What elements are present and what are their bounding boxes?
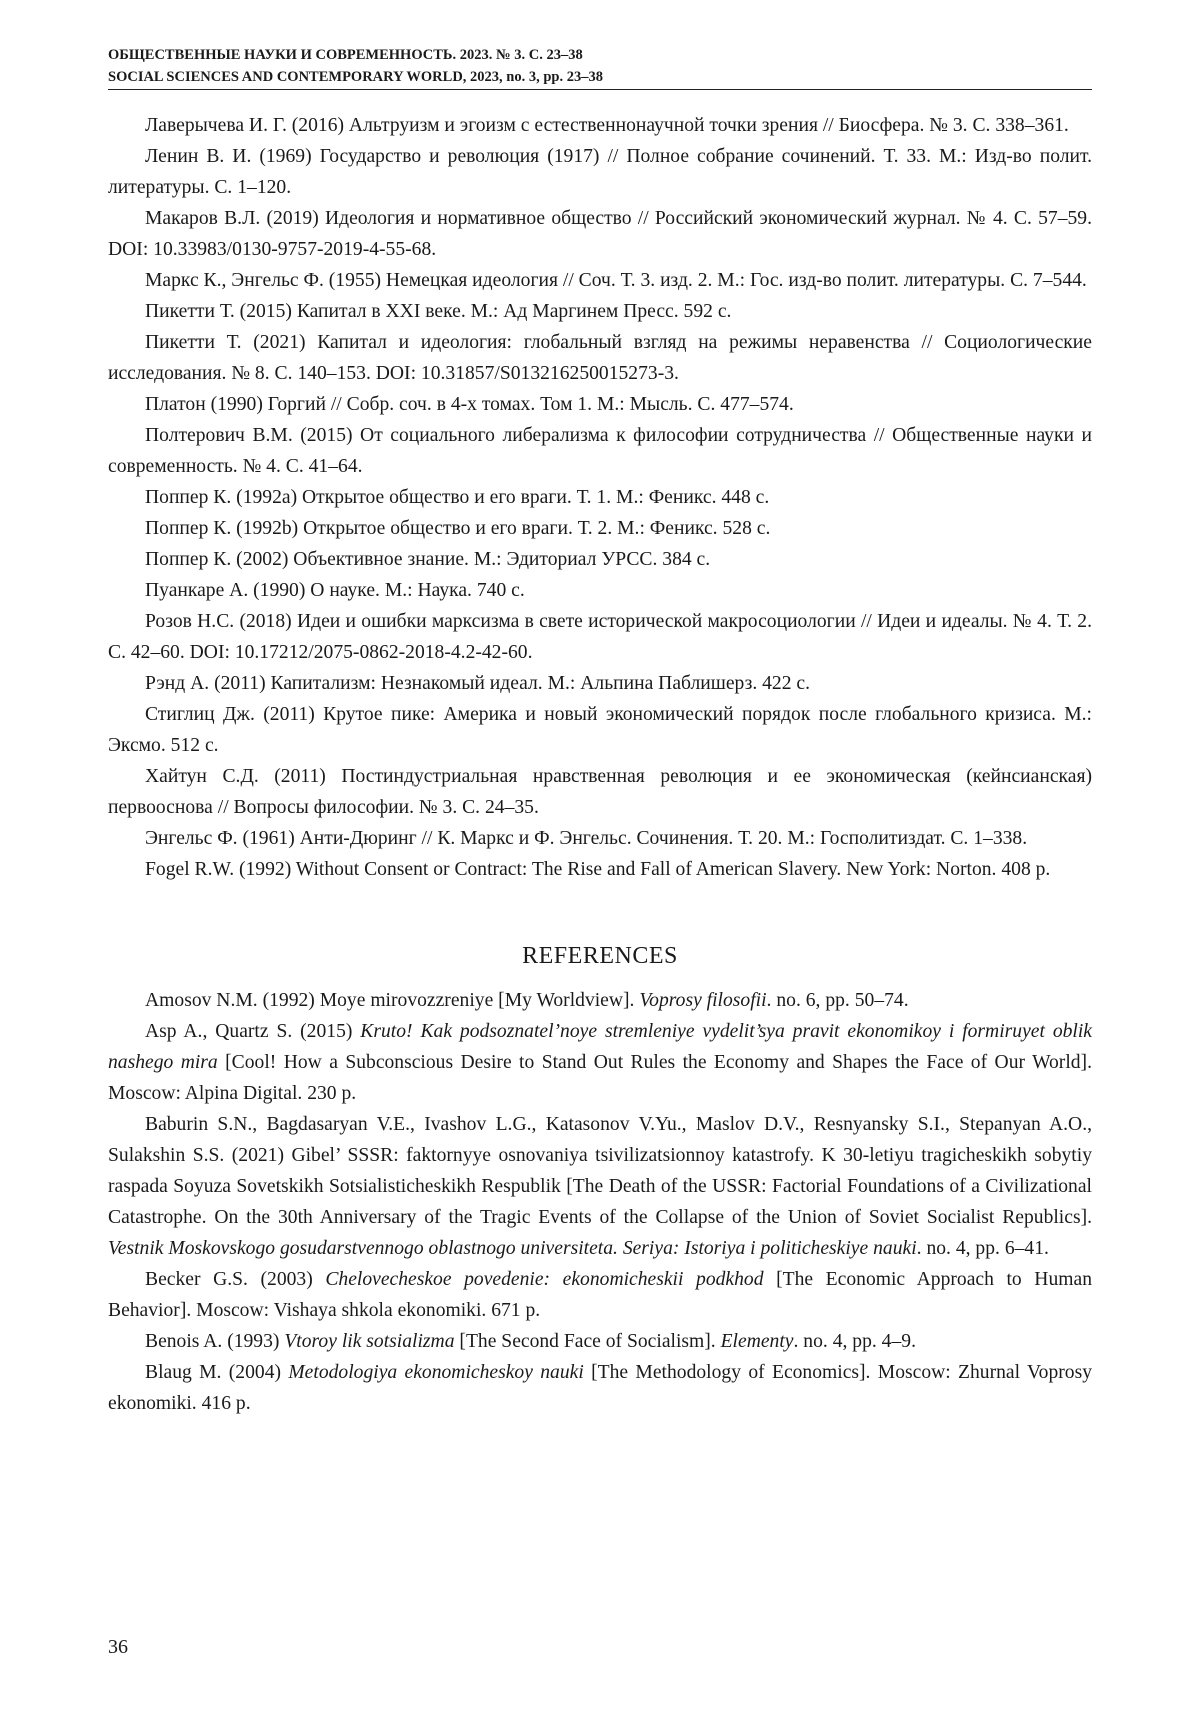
references-list	[108, 985, 1092, 1419]
reference-text: Asp A., Quartz S. (2015)	[145, 1021, 361, 1042]
reference-entry: Поппер К. (1992b) Открытое общество и его враги. Т. 2. М.: Феникс. 528 с.	[145, 518, 771, 539]
header-line-ru: ОБЩЕСТВЕННЫЕ НАУКИ И СОВРЕМЕННОСТЬ. 2023. № 3. С. 23–38	[108, 47, 583, 63]
reference-title-italic: Voprosy filosofii	[639, 990, 767, 1011]
reference-text: [The Second Face of Socialism].	[454, 1331, 721, 1352]
reference-text: . no. 4, pp. 4–9.	[793, 1331, 916, 1352]
reference-entry: Ленин В. И. (1969) Государство и революция (1917) // Полное собрание сочинений. Т. 33. М.: Изд-во полит. литературы. С. 1–120.	[108, 146, 1092, 198]
reference-entry: Полтерович В.М. (2015) От социального либерализма к философии сотрудничества // Общественные науки и современность. № 4. С. 41–64.	[108, 425, 1092, 477]
references-heading: REFERENCES	[522, 943, 678, 969]
reference-entry	[108, 1264, 1092, 1326]
reference-title-italic: Elementy	[720, 1331, 794, 1352]
reference-entry	[108, 1016, 1092, 1109]
reference-entry: Лаверычева И. Г. (2016) Альтруизм и эгоизм с естественнонаучной точки зрения // Биосфера. № 3. С. 338–361.	[145, 115, 1069, 136]
reference-text: [Cool! How a Subconscious Desire to Stand Out Rules the Economy and Shapes the Face of Our World]. Moscow: Alpina Digital. 230 p.	[108, 1052, 1092, 1104]
reference-entry: Макаров В.Л. (2019) Идеология и нормативное общество // Российский экономический журнал. № 4. С. 57–59. DOI: 10.33983/0130-9757-2019-4-55-68.	[108, 208, 1092, 260]
reference-entry: Хайтун С.Д. (2011) Постиндустриальная нравственная революция и ее экономическая (кейнсианская) первооснова // Вопросы философии. № 3. С. 24–35.	[108, 766, 1092, 818]
header-line-en: SOCIAL SCIENCES AND CONTEMPORARY WORLD, 2023, no. 3, pp. 23–38	[108, 69, 603, 85]
reference-entry	[108, 1326, 1092, 1357]
reference-text: Amosov N.M. (1992) Moye mirovozzreniye [My Worldview].	[145, 990, 640, 1011]
reference-title-italic: Kruto! Kak podsoznatel’noye stremleniye vydelit’sya pravit ekonomikoy i formiruyet oblik nashego mira	[108, 1021, 1092, 1073]
reference-entry: Поппер К. (1992a) Открытое общество и его враги. Т. 1. М.: Феникс. 448 с.	[145, 487, 770, 508]
reference-title-italic: Vtoroy lik sotsializma	[284, 1331, 455, 1352]
page	[108, 44, 1092, 1419]
reference-text: [The Economic Approach to Human Behavior]. Moscow: Vishaya shkola ekonomiki. 671 p.	[108, 1269, 1092, 1321]
reference-entry: Fogel R.W. (1992) Without Consent or Contract: The Rise and Fall of American Slavery. New York: Norton. 408 p.	[145, 859, 1051, 880]
reference-text: Becker G.S. (2003)	[145, 1269, 326, 1290]
reference-entry: Стиглиц Дж. (2011) Крутое пике: Америка и новый экономический порядок после глобального кризиса. М.: Эксмо. 512 с.	[108, 704, 1092, 756]
reference-text: [The Methodology of Economics]. Moscow: Zhurnal Voprosy ekonomiki. 416 p.	[108, 1362, 1093, 1414]
reference-entry	[108, 1109, 1092, 1264]
literature-list	[108, 110, 1092, 885]
reference-entry: Энгельс Ф. (1961) Анти-Дюринг // К. Маркс и Ф. Энгельс. Сочинения. Т. 20. М.: Госполитиздат. С. 1–338.	[145, 828, 1028, 849]
reference-text: . no. 6, pp. 50–74.	[766, 990, 909, 1011]
reference-title-italic: Vestnik Moskovskogo gosudarstvennogo oblastnogo universiteta. Seriya: Istoriya i politicheskiye nauki	[108, 1238, 917, 1259]
reference-entry: Маркс К., Энгельс Ф. (1955) Немецкая идеология // Соч. Т. 3. изд. 2. М.: Гос. изд-во полит. литературы. С. 7–544.	[145, 270, 1087, 291]
page-number: 36	[108, 1636, 128, 1658]
running-header	[108, 44, 1092, 90]
reference-entry	[108, 985, 1092, 1016]
reference-entry	[108, 1357, 1092, 1419]
reference-entry: Пикетти Т. (2015) Капитал в XXI веке. М.: Ад Маргинем Пресс. 592 с.	[145, 301, 732, 322]
reference-title-italic: Chelovecheskoe povedenie: ekonomicheskii podkhod	[325, 1269, 764, 1290]
reference-entry: Розов Н.С. (2018) Идеи и ошибки марксизма в свете исторической макросоциологии // Идеи и идеалы. № 4. Т. 2. С. 42–60. DOI: 10.17212/2075-0862-2018-4.2-42-60.	[108, 611, 1092, 663]
reference-entry: Пикетти Т. (2021) Капитал и идеология: глобальный взгляд на режимы неравенства // Социологические исследования. № 8. С. 140–153. DOI: 10.31857/S013216250015273-3.	[108, 332, 1092, 384]
reference-title-italic: Metodologiya ekonomicheskoy nauki	[288, 1362, 584, 1383]
reference-text: Benois A. (1993)	[145, 1331, 285, 1352]
reference-entry: Поппер К. (2002) Объективное знание. М.: Эдиториал УРСС. 384 с.	[145, 549, 711, 570]
reference-entry: Пуанкаре А. (1990) О науке. М.: Наука. 740 с.	[145, 580, 525, 601]
reference-entry: Рэнд А. (2011) Капитализм: Незнакомый идеал. М.: Альпина Паблишерз. 422 с.	[145, 673, 811, 694]
reference-text: Baburin S.N., Bagdasaryan V.E., Ivashov L.G., Katasonov V.Yu., Maslov D.V., Resnyansky S.I., Stepanyan A.O., Sulakshin S.S. (2021) Gibel’ SSSR: faktornyye osnovaniya tsivilizatsionnoy katastrofy. K 30-letiyu tragicheskikh sobytiy raspada Soyuza Sovetskikh Sotsialisticheskikh Respublik [The Death of the USSR: Factorial Foundations of a Civilizational Catastrophe. On the 30th Anniversary of the Tragic Events of the Collapse of the Union of Soviet Socialist Republics].	[108, 1114, 1092, 1228]
reference-text: Blaug M. (2004)	[145, 1362, 289, 1383]
reference-text: . no. 4, pp. 6–41.	[916, 1238, 1049, 1259]
reference-entry: Платон (1990) Горгий // Собр. соч. в 4-х томах. Том 1. М.: Мысль. С. 477–574.	[145, 394, 794, 415]
